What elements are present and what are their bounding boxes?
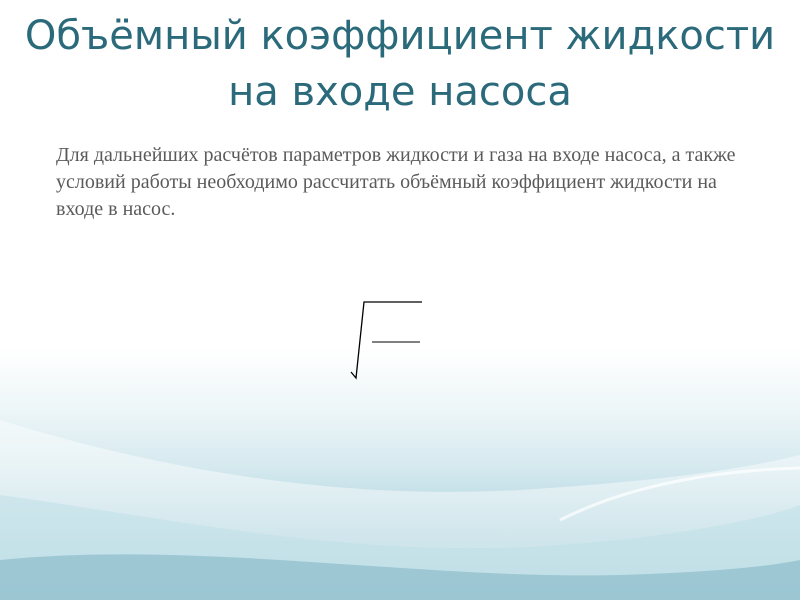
radical-sign — [351, 302, 422, 378]
body-paragraph: Для дальнейших расчётов параметров жидкости и газа на входе насоса, а также условий работы необходимо рассчитать объёмный коэффициент жидкости на входе в насос. — [56, 144, 736, 220]
slide-title: Объёмный коэффициент жидкости на входе насоса — [24, 13, 776, 115]
formula-sqrt-icon — [344, 294, 434, 384]
